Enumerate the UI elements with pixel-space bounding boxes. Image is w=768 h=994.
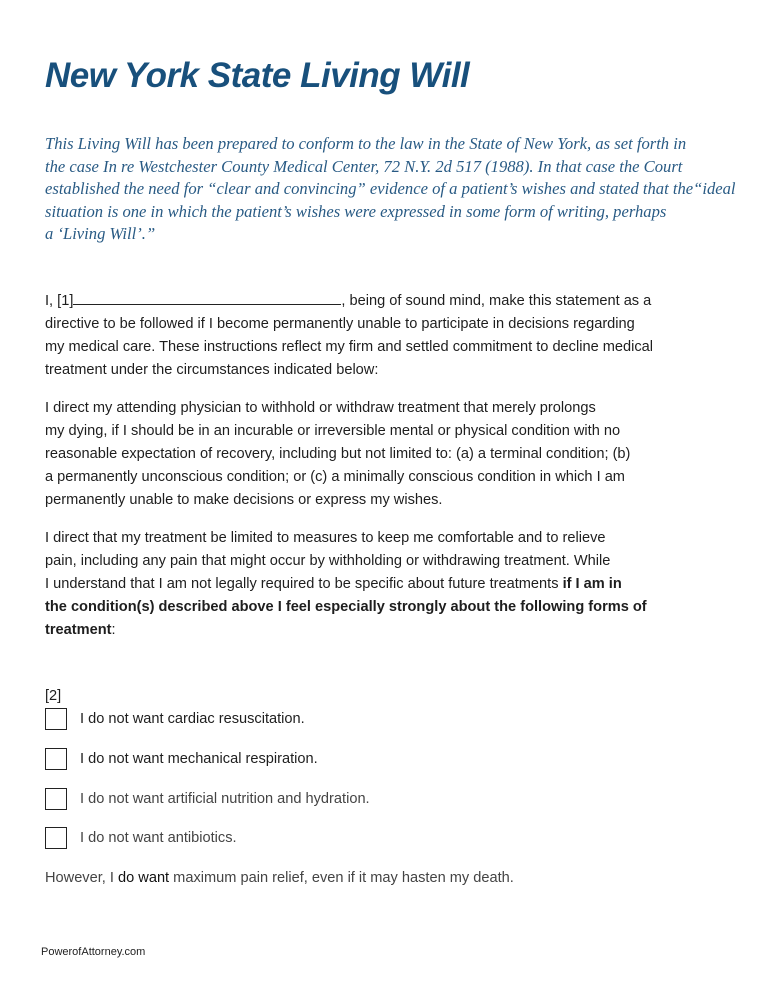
para-bold-text: the condition(s) described above I feel especially strongly about the following forms of	[45, 599, 647, 615]
option-cardiac-resuscitation[interactable]	[45, 708, 305, 730]
para-text: However, I	[45, 870, 118, 886]
physician-paragraph	[45, 397, 630, 512]
name-blank-field[interactable]	[73, 290, 341, 305]
option-label: I do not want antibiotics.	[80, 830, 237, 846]
para-line: my medical care. These instructions reflect my firm and settled commitment to decline medical	[45, 339, 654, 355]
para-line: reasonable expectation of recovery, including but not limited to: (a) a terminal condition; (b)	[45, 446, 631, 462]
para-bold-text: if I am in	[562, 576, 622, 592]
intro-line: This Living Will has been prepared to conform to the law in the State of New York, as set forth in	[45, 134, 687, 153]
option-label: I do not want artificial nutrition and hydration.	[80, 791, 370, 807]
treatment-paragraph	[45, 527, 647, 642]
para-line: I direct my attending physician to withhold or withdraw treatment that merely prolongs	[45, 400, 596, 416]
para-text: maximum pain relief, even if it may hasten my death.	[169, 870, 514, 886]
option-antibiotics[interactable]	[45, 827, 237, 849]
option-artificial-nutrition[interactable]	[45, 788, 370, 810]
option-label: I do not want cardiac resuscitation.	[80, 711, 305, 727]
para-bold-text: treatment	[45, 622, 112, 638]
para-text: I understand that I am not legally required to be specific about future treatments	[45, 576, 563, 592]
checkbox[interactable]	[45, 827, 67, 849]
para-line: pain, including any pain that might occur by withholding or withdrawing treatment. While	[45, 553, 611, 569]
checkbox[interactable]	[45, 788, 67, 810]
intro-line: situation is one in which the patient’s wishes were expressed in some form of writing, perhaps	[45, 201, 667, 221]
intro-line: the case In re Westchester County Medical Center, 72 N.Y. 2d 517 (1988). In that case the Court	[45, 156, 683, 176]
footer-brand: PowerofAttorney.com	[41, 946, 146, 958]
page-title: New York State Living Will	[45, 56, 470, 95]
field-marker: [2]	[45, 688, 62, 704]
para-line: a permanently unconscious condition; or (c) a minimally conscious condition in which I am	[45, 469, 625, 485]
option-mechanical-respiration[interactable]	[45, 748, 318, 770]
option-label: I do not want mechanical respiration.	[80, 751, 318, 767]
intro-line: a ‘Living Will’.”	[45, 224, 156, 243]
intro-line: established the need for “clear and convincing” evidence of a patient’s wishes and stated that the“ideal	[45, 179, 736, 198]
para-line: my dying, if I should be in an incurable or irreversible mental or physical condition with no	[45, 423, 621, 439]
checkbox[interactable]	[45, 708, 67, 730]
para-text: :	[111, 622, 116, 638]
para-line: treatment under the circumstances indicated below:	[45, 362, 379, 378]
para-line: I direct that my treatment be limited to measures to keep me comfortable and to relieve	[45, 530, 606, 546]
para-text: , being of sound mind, make this statement as a	[341, 293, 652, 309]
para-bold-text: do want	[118, 870, 170, 886]
checkbox[interactable]	[45, 748, 67, 770]
intro-paragraph	[45, 133, 736, 246]
closing-statement	[45, 867, 514, 890]
para-line: permanently unable to make decisions or express my wishes.	[45, 492, 443, 508]
name-prefix: I, [1]	[45, 293, 74, 309]
para-line: directive to be followed if I become permanently unable to participate in decisions regarding	[45, 316, 635, 332]
directive-paragraph	[45, 290, 653, 382]
